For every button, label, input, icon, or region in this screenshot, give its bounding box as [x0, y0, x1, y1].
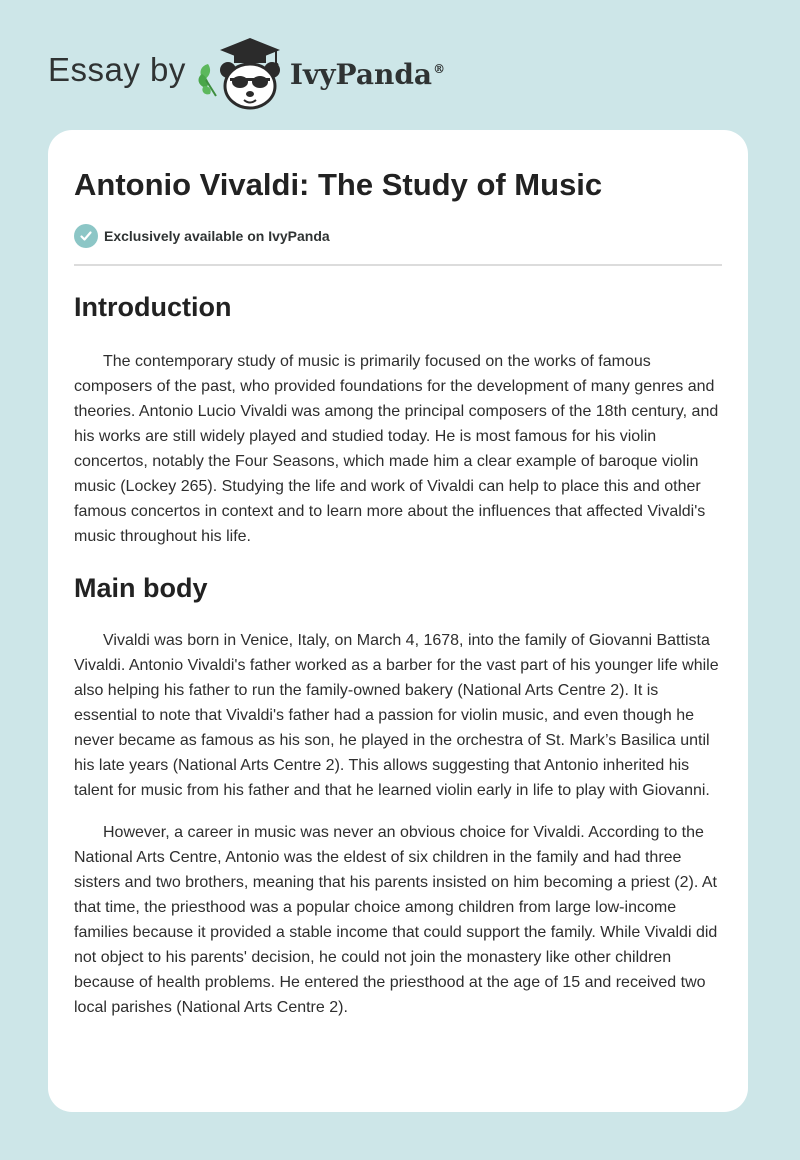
section-introduction: [74, 292, 722, 549]
title-divider: [74, 264, 722, 266]
section-heading: Introduction: [74, 292, 232, 322]
badge-label: Exclusively available on IvyPanda: [104, 228, 330, 244]
brand-name: [290, 58, 445, 91]
leaf-icon: [198, 64, 215, 96]
essay-title: Antonio Vivaldi: The Study of Music: [74, 167, 603, 202]
check-circle-icon: [74, 224, 98, 248]
brand-prefix: Essay by: [48, 51, 186, 88]
panda-graduation-cap-icon: [194, 34, 290, 114]
section-heading: Main body: [74, 573, 208, 603]
availability-badge: [74, 223, 722, 249]
section-main-body: [74, 573, 722, 1020]
brand-name-text: IvyPanda: [289, 57, 433, 91]
essay-card: [48, 130, 748, 1112]
registered-mark: ®: [433, 62, 446, 77]
brand-header: [48, 34, 445, 114]
panda-head: [220, 62, 280, 108]
paragraph: However, a career in music was never an obvious choice for Vivaldi. According to the National Arts Centre, Antonio was the eldest of six children in the family and had three sisters and two brothers, meaning that his parents insisted on him becoming a priest (2). At that time, the priesthood was a popular choice among children from large low-income families because it provided a stable income that could support the family. While Vivaldi did not object to his parents' decision, he could not join the monastery like other children because of health problems. He entered the priesthood at the age of 15 and received two local parishes (National Arts Centre 2).: [74, 824, 718, 1016]
essay-content: [74, 130, 722, 1020]
paragraph: Vivaldi was born in Venice, Italy, on March 4, 1678, into the family of Giovanni Battista Vivaldi. Antonio Vivaldi's father worked as a barber for the vast part of his younger life while also helping his father to run the family-owned bakery (National Arts Centre 2). It is essential to note that Vivaldi's father had a passion for violin music, and even though he never became as famous as his son, he played in the orchestra of St. Mark’s Basilica until his late years (National Arts Centre 2). This allows suggesting that Antonio inherited his talent for music from his father and that he learned violin early in life to play with Giovanni.: [74, 632, 719, 799]
paragraph: The contemporary study of music is primarily focused on the works of famous composers of the past, who provided foundations for the development of many genres and theories. Antonio Lucio Vivaldi was among the principal composers of the 18th century, and his works are still widely played and studied today. He is most famous for his violin concertos, notably the Four Seasons, which made him a clear example of baroque violin music (Lockey 265). Studying the life and work of Vivaldi can help to place this and other famous concertos in context and to learn more about the influences that affected Vivaldi's music throughout his life.: [74, 353, 719, 545]
